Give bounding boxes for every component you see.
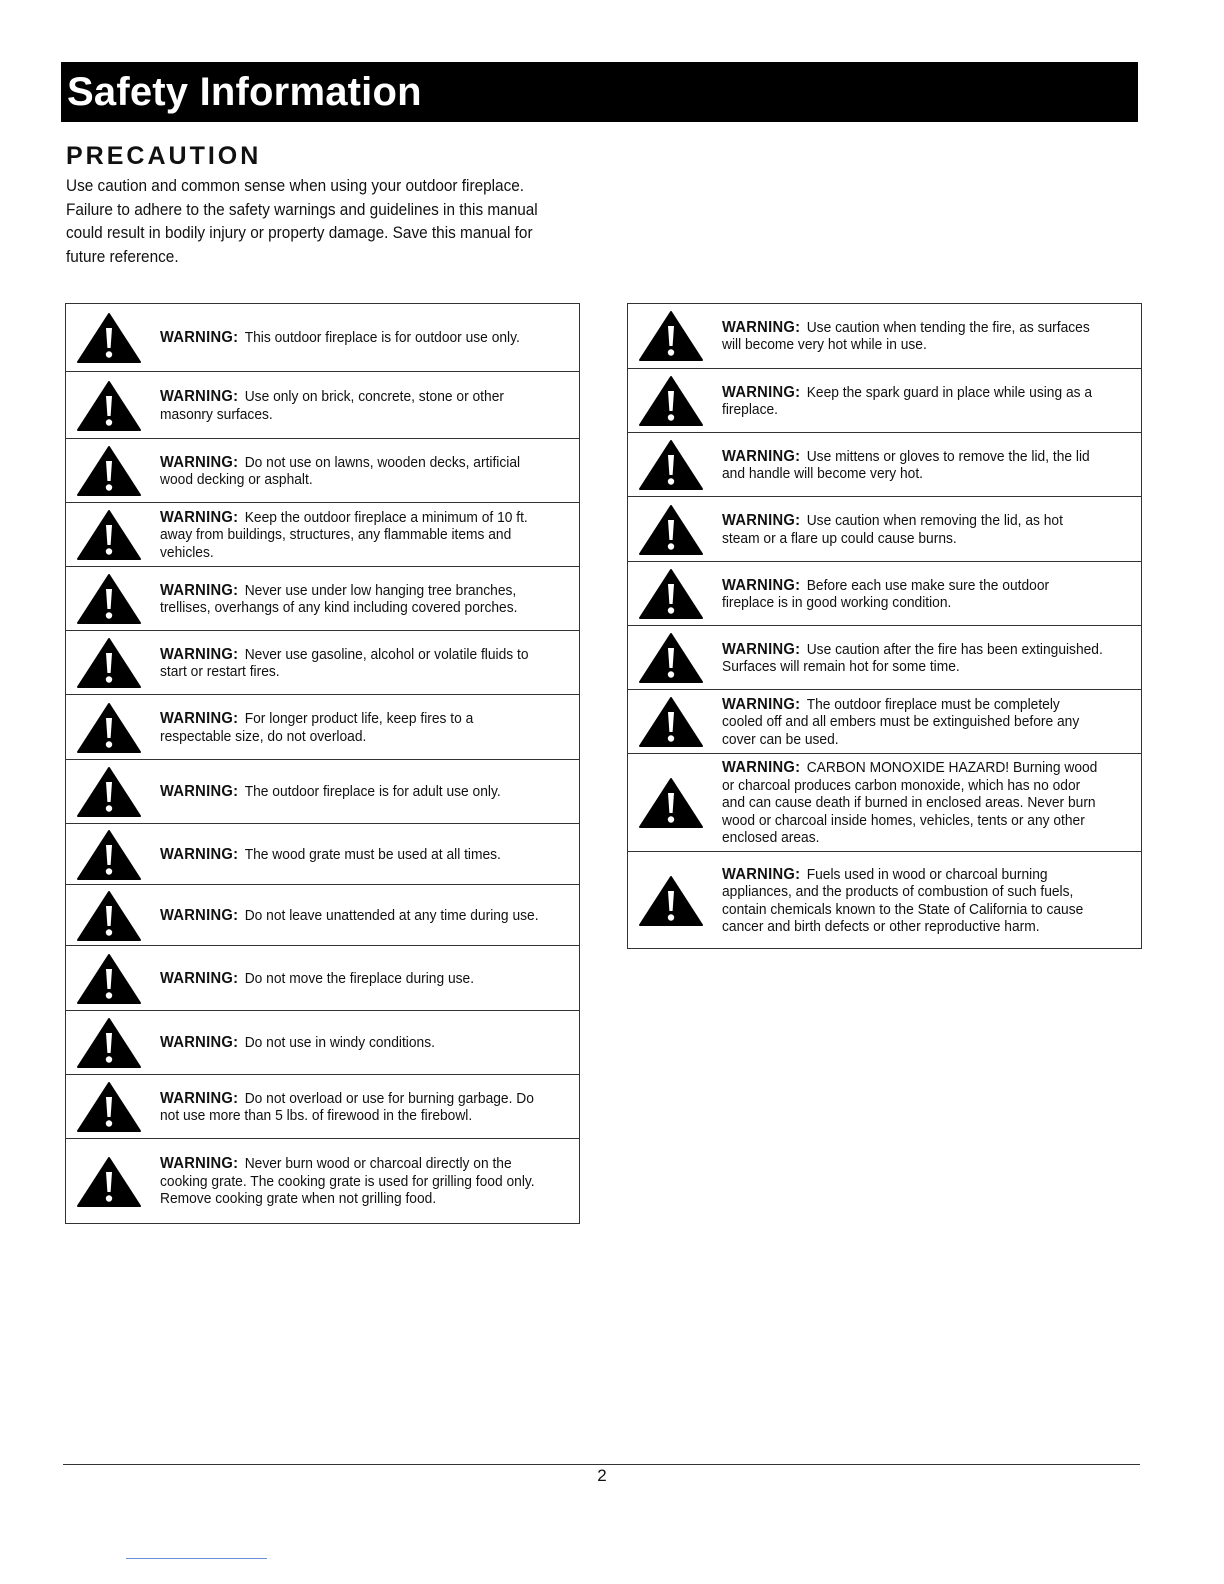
warning-text [160, 509, 542, 562]
warning-row [66, 759, 579, 823]
warning-row [628, 432, 1141, 496]
warning-message: Do not use on lawns, wooden decks, artificial wood decking or asphalt. [160, 453, 521, 488]
warning-text [160, 970, 542, 988]
warning-triangle-icon [76, 1081, 142, 1133]
warning-label: WARNING: [722, 759, 801, 777]
warning-label: WARNING: [722, 640, 801, 658]
warning-triangle-icon [638, 632, 704, 684]
warning-text [722, 448, 1104, 483]
warning-message: Use caution when tending the fire, as surfaces will become very hot while in use. [722, 318, 1090, 353]
warning-message: The outdoor fireplace must be completely cooled off and all embers must be extinguished before any cover can be used. [722, 695, 1080, 748]
warning-row [66, 1138, 579, 1223]
warning-label: WARNING: [160, 1034, 239, 1052]
warning-triangle-icon [638, 504, 704, 556]
warning-row [66, 694, 579, 759]
warning-triangle-icon [638, 375, 704, 427]
warning-message: The outdoor fireplace is for adult use only. [244, 783, 501, 801]
warning-label: WARNING: [722, 383, 801, 401]
warning-row [628, 496, 1141, 561]
warning-text [160, 582, 542, 617]
warning-row [628, 304, 1141, 368]
warning-triangle-icon [76, 953, 142, 1005]
warning-row [628, 851, 1141, 948]
warning-label: WARNING: [722, 576, 801, 594]
warning-text [722, 319, 1104, 354]
warning-triangle-icon [76, 380, 142, 432]
warning-triangle-icon [76, 829, 142, 881]
warning-text [160, 1155, 542, 1208]
warning-message: For longer product life, keep fires to a respectable size, do not overload. [160, 710, 474, 745]
warning-text [160, 846, 542, 864]
warning-label: WARNING: [160, 645, 239, 663]
warning-message: Use caution when removing the lid, as hot steam or a flare up could cause burns. [722, 512, 1063, 547]
warning-row [628, 625, 1141, 689]
warning-text [160, 783, 542, 801]
warning-message: Use only on brick, concrete, stone or other masonry surfaces. [160, 388, 504, 423]
warning-label: WARNING: [722, 695, 801, 713]
warning-row [66, 502, 579, 566]
warning-triangle-icon [638, 696, 704, 748]
warning-text [160, 454, 542, 489]
warning-triangle-icon [76, 509, 142, 561]
warning-row [628, 368, 1141, 432]
warning-message: Never use gasoline, alcohol or volatile fluids to start or restart fires. [160, 645, 529, 680]
warning-label: WARNING: [722, 318, 801, 336]
warning-text [160, 710, 542, 745]
warning-message: Never use under low hanging tree branches, trellises, overhangs of any kind including covered porches. [160, 581, 518, 616]
section-title-bar [61, 62, 1138, 122]
warning-text [722, 384, 1104, 419]
warning-triangle-icon [76, 1017, 142, 1069]
warning-row [66, 884, 579, 945]
warning-label: WARNING: [160, 845, 239, 863]
warning-text [160, 1034, 542, 1052]
warning-triangle-icon [638, 875, 704, 927]
warning-triangle-icon [76, 702, 142, 754]
warning-text [160, 388, 542, 423]
warning-label: WARNING: [160, 783, 239, 801]
warning-row [66, 304, 579, 371]
warning-message: Do not overload or use for burning garbage. Do not use more than 5 lbs. of firewood in the firebowl. [160, 1089, 534, 1124]
warning-message: Do not leave unattended at any time during use. [244, 906, 539, 924]
left-warnings-table [65, 303, 580, 1224]
warning-label: WARNING: [160, 581, 239, 599]
warning-triangle-icon [76, 445, 142, 497]
warning-label: WARNING: [160, 906, 239, 924]
warning-label: WARNING: [160, 969, 239, 987]
warning-row [66, 1074, 579, 1138]
warning-row [66, 1010, 579, 1074]
warning-label: WARNING: [160, 1155, 239, 1173]
footer-divider [63, 1464, 1140, 1465]
warning-triangle-icon [76, 312, 142, 364]
precaution-heading: PRECAUTION [66, 142, 262, 170]
warning-text [722, 512, 1104, 547]
warning-label: WARNING: [160, 710, 239, 727]
warning-label: WARNING: [722, 865, 801, 883]
warning-text [722, 577, 1104, 612]
warning-text [160, 907, 542, 925]
warning-label: WARNING: [160, 453, 239, 471]
warning-message: Never burn wood or charcoal directly on the cooking grate. The cooking grate is used for grilling food only. Remove cooking grate when not grilling food. [160, 1155, 535, 1208]
warning-text [722, 759, 1104, 847]
warning-row [66, 823, 579, 884]
warning-text [160, 646, 542, 681]
warning-text [722, 641, 1104, 676]
warning-label: WARNING: [160, 328, 239, 346]
warning-message: Keep the outdoor fireplace a minimum of 10 ft. away from buildings, structures, any flammable items and vehicles. [160, 508, 528, 561]
page-title: Safety Information [67, 70, 422, 114]
warning-message: Fuels used in wood or charcoal burning appliances, and the products of combustion of such fuels, contain chemicals known to the State of California to cause cancer and birth defects or other reproductive harm. [722, 865, 1084, 935]
warning-row [628, 561, 1141, 625]
warning-triangle-icon [638, 777, 704, 829]
page-number: 2 [597, 1466, 607, 1485]
warning-triangle-icon [76, 573, 142, 625]
warning-row [66, 945, 579, 1010]
warning-row [66, 566, 579, 630]
warning-label: WARNING: [160, 1089, 239, 1107]
warning-label: WARNING: [722, 512, 801, 529]
warning-triangle-icon [76, 1156, 142, 1208]
warning-triangle-icon [638, 439, 704, 491]
warning-message: Keep the spark guard in place while using as a fireplace. [722, 383, 1093, 418]
warning-text [160, 329, 542, 347]
warning-text [160, 1090, 542, 1125]
warning-row [66, 438, 579, 502]
warning-message: The wood grate must be used at all times. [244, 845, 501, 863]
warning-row [66, 630, 579, 694]
warning-text [722, 866, 1104, 936]
warning-row [66, 371, 579, 438]
warning-triangle-icon [638, 310, 704, 362]
warning-message: Use caution after the fire has been extinguished. Surfaces will remain hot for some time. [722, 640, 1103, 675]
warning-row [628, 753, 1141, 851]
warning-label: WARNING: [160, 508, 239, 526]
warning-message: Do not move the fireplace during use. [244, 969, 475, 987]
warning-message: Before each use make sure the outdoor fireplace is in good working condition. [722, 576, 1050, 611]
warning-triangle-icon [76, 890, 142, 942]
warning-triangle-icon [638, 568, 704, 620]
warning-triangle-icon [76, 766, 142, 818]
warning-triangle-icon [76, 637, 142, 689]
warning-label: WARNING: [722, 447, 801, 465]
warning-message: This outdoor fireplace is for outdoor use only. [244, 328, 520, 346]
warning-row [628, 689, 1141, 753]
warning-label: WARNING: [160, 388, 239, 405]
precaution-intro: Use caution and common sense when using your outdoor fireplace. Failure to adhere to the safety warnings and guidelines in this manual could result in bodily injury or property damage. Save this manual for future reference. [66, 177, 538, 266]
right-warnings-table [627, 303, 1142, 949]
link-underline [126, 1558, 267, 1559]
warning-text [722, 696, 1104, 749]
warning-message: Do not use in windy conditions. [244, 1034, 435, 1052]
warning-message: CARBON MONOXIDE HAZARD! Burning wood or charcoal produces carbon monoxide, which has no odor and can cause death if burned in enclosed areas. Never burn wood or charcoal inside homes, vehicles, tents or any other enclosed areas. [722, 759, 1098, 847]
warning-message: Use mittens or gloves to remove the lid, the lid and handle will become very hot. [722, 447, 1090, 482]
